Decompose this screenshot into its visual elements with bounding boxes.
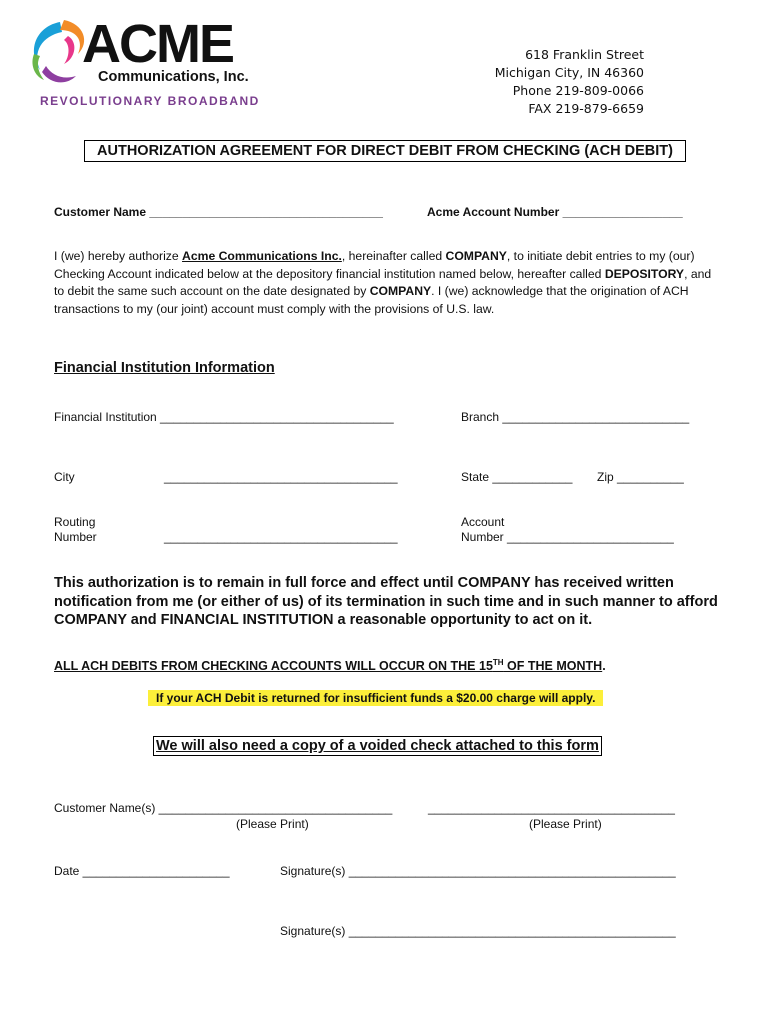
logo-swirl-icon (20, 14, 90, 94)
auth-text-4: , and to debit the same such account on the date designated by (54, 266, 712, 298)
branch-field[interactable]: Branch ____________________________ (461, 410, 690, 424)
notice-tail: OF THE MONTH (503, 659, 603, 674)
fee-notice: If your ACH Debit is returned for insufficient funds a $20.00 charge will apply. (148, 690, 603, 706)
city-field[interactable]: ___________________________________ (164, 470, 398, 484)
account-number-field[interactable]: Acme Account Number __________________ (427, 205, 683, 219)
date-field[interactable]: Date ______________________ (54, 864, 230, 878)
address-fax: FAX 219-879-6659 (528, 101, 644, 116)
logo-subtitle: Communications, Inc. (98, 69, 249, 85)
auth-text-2: , hereinafter called (341, 249, 446, 263)
signature-field-1[interactable]: Signature(s) _________________________________________________ (280, 864, 676, 878)
authorization-paragraph (54, 248, 714, 318)
routing-label-2: Number (54, 530, 97, 544)
account-label-1: Account (461, 515, 505, 529)
auth-text-3: , to initiate debit entries to my (our) Checking Account indicated below at the depository financial institution named below, hereafter called (54, 249, 695, 281)
form-title: AUTHORIZATION AGREEMENT FOR DIRECT DEBIT FROM CHECKING (ACH DEBIT) (84, 140, 686, 162)
logo-tagline: REVOLUTIONARY BROADBAND (40, 94, 260, 108)
signature-field-2[interactable]: Signature(s) _________________________________________________ (280, 924, 676, 938)
terms-paragraph: This authorization is to remain in full force and effect until COMPANY has received written notification from me (or either of us) of its termination in such time and in such manner to afford COMPANY and FINANCIAL INSTITUTION a reasonable opportunity to act on it. (54, 575, 718, 628)
address-street: 618 Franklin Street (525, 47, 644, 62)
company-logo (20, 14, 260, 114)
routing-number-field[interactable]: ___________________________________ (164, 530, 398, 544)
financial-section-heading: Financial Institution Information (54, 360, 275, 376)
state-field[interactable]: State ____________ (461, 470, 573, 484)
auth-company-label-2: COMPANY (369, 284, 432, 298)
routing-label-1: Routing (54, 515, 96, 529)
notice-period: . (602, 659, 606, 674)
customer-names-field[interactable]: Customer Name(s) ___________________________________ (54, 801, 393, 815)
auth-company-label: COMPANY (445, 249, 507, 263)
voided-check-notice: We will also need a copy of a voided check attached to this form (153, 736, 602, 756)
logo-name: ACME (82, 14, 233, 74)
customer-names-field-2[interactable]: _____________________________________ (428, 801, 675, 815)
auth-company-name: Acme Communications Inc. (182, 249, 342, 263)
notice-text: ALL ACH DEBITS FROM CHECKING ACCOUNTS WILL OCCUR ON THE 15 (54, 659, 493, 674)
auth-text-5: . I (we) acknowledge that the origination of ACH transactions to my (our joint) account must comply with the provisions of U.S. law. (54, 284, 689, 316)
address-phone: Phone 219-809-0066 (512, 83, 644, 98)
address-city: Michigan City, IN 46360 (494, 65, 644, 80)
customer-name-field[interactable]: Customer Name ___________________________________ (54, 205, 383, 219)
auth-text-1: I (we) hereby authorize (54, 249, 183, 263)
city-label: City (54, 470, 75, 484)
auth-depository-label: DEPOSITORY (604, 266, 685, 281)
financial-institution-field[interactable]: Financial Institution ___________________________________ (54, 410, 394, 424)
notice-sup: TH (492, 658, 504, 667)
company-address (495, 46, 644, 118)
please-print-label-1: (Please Print) (236, 817, 309, 831)
debit-date-notice (54, 658, 606, 673)
account-number-bank-field[interactable]: Number _________________________ (461, 530, 674, 544)
please-print-label-2: (Please Print) (529, 817, 602, 831)
zip-field[interactable]: Zip __________ (597, 470, 684, 484)
